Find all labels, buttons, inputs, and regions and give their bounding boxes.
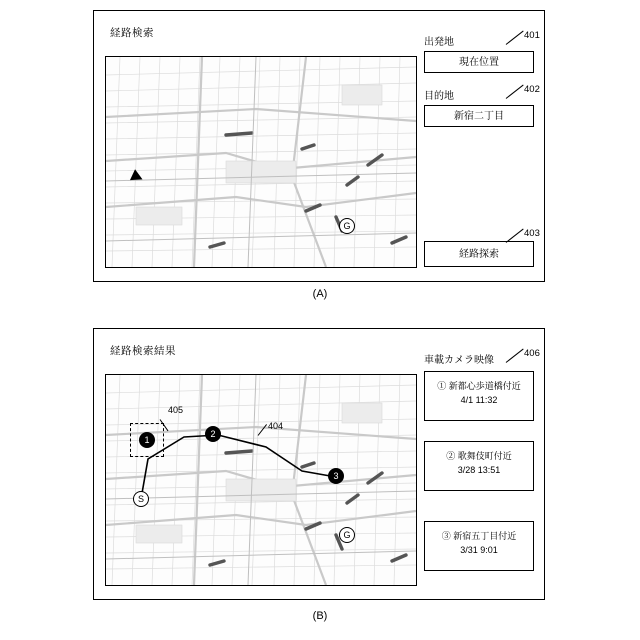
figure-a (0, 0, 640, 310)
origin-label: 出発地 (424, 37, 454, 48)
map-graphic-b (106, 375, 416, 585)
ref-405: 405 (168, 405, 184, 415)
map-marker-point3[interactable]: 3 (328, 468, 344, 484)
destination-label: 目的地 (424, 91, 454, 102)
route-search-panel (93, 10, 545, 282)
camera-item-2-place: 歌舞伎町付近 (457, 451, 512, 461)
camera-item-1-index: ① (437, 381, 447, 391)
route-search-form (424, 33, 534, 127)
map-graphic-a (106, 57, 416, 267)
map-view-b[interactable] (105, 374, 417, 586)
camera-item-1-datetime: 4/1 11:32 (460, 394, 498, 405)
camera-item-2-index: ② (446, 451, 456, 461)
camera-item-3-place: 新宿五丁目付近 (453, 531, 517, 541)
map-marker-start[interactable]: S (133, 491, 149, 507)
panel-title-a: 経路検索 (110, 27, 154, 39)
route-result-panel (93, 328, 545, 600)
ref-404: 404 (268, 421, 284, 431)
ref-406: 406 (524, 348, 540, 359)
camera-item-3-index: ③ (441, 531, 451, 541)
camera-section-label: 車載カメラ映像 (424, 355, 494, 366)
map-view-a[interactable] (105, 56, 417, 268)
camera-item-3[interactable] (424, 521, 534, 571)
panel-title-b: 経路検索結果 (110, 345, 176, 357)
origin-field[interactable]: 現在位置 (424, 51, 534, 73)
map-marker-point2[interactable]: 2 (205, 426, 221, 442)
ref-402: 402 (524, 84, 540, 95)
map-marker-point1[interactable]: 1 (139, 432, 155, 448)
camera-item-3-datetime: 3/31 9:01 (460, 544, 498, 555)
route-search-button[interactable]: 経路探索 (424, 241, 534, 267)
map-marker-goal-b[interactable]: G (339, 527, 355, 543)
destination-field[interactable]: 新宿二丁目 (424, 105, 534, 127)
camera-item-2[interactable] (424, 441, 534, 491)
camera-item-1-place: 新都心歩道橋付近 (448, 381, 521, 391)
figure-b (0, 318, 640, 640)
map-marker-goal-a[interactable]: G (339, 218, 355, 234)
camera-item-2-datetime: 3/28 13:51 (457, 464, 501, 475)
figure-a-caption: (A) (312, 288, 328, 300)
ref-401: 401 (524, 30, 540, 41)
ref-403: 403 (524, 228, 540, 239)
camera-item-1[interactable] (424, 371, 534, 421)
figure-b-caption: (B) (312, 610, 328, 622)
